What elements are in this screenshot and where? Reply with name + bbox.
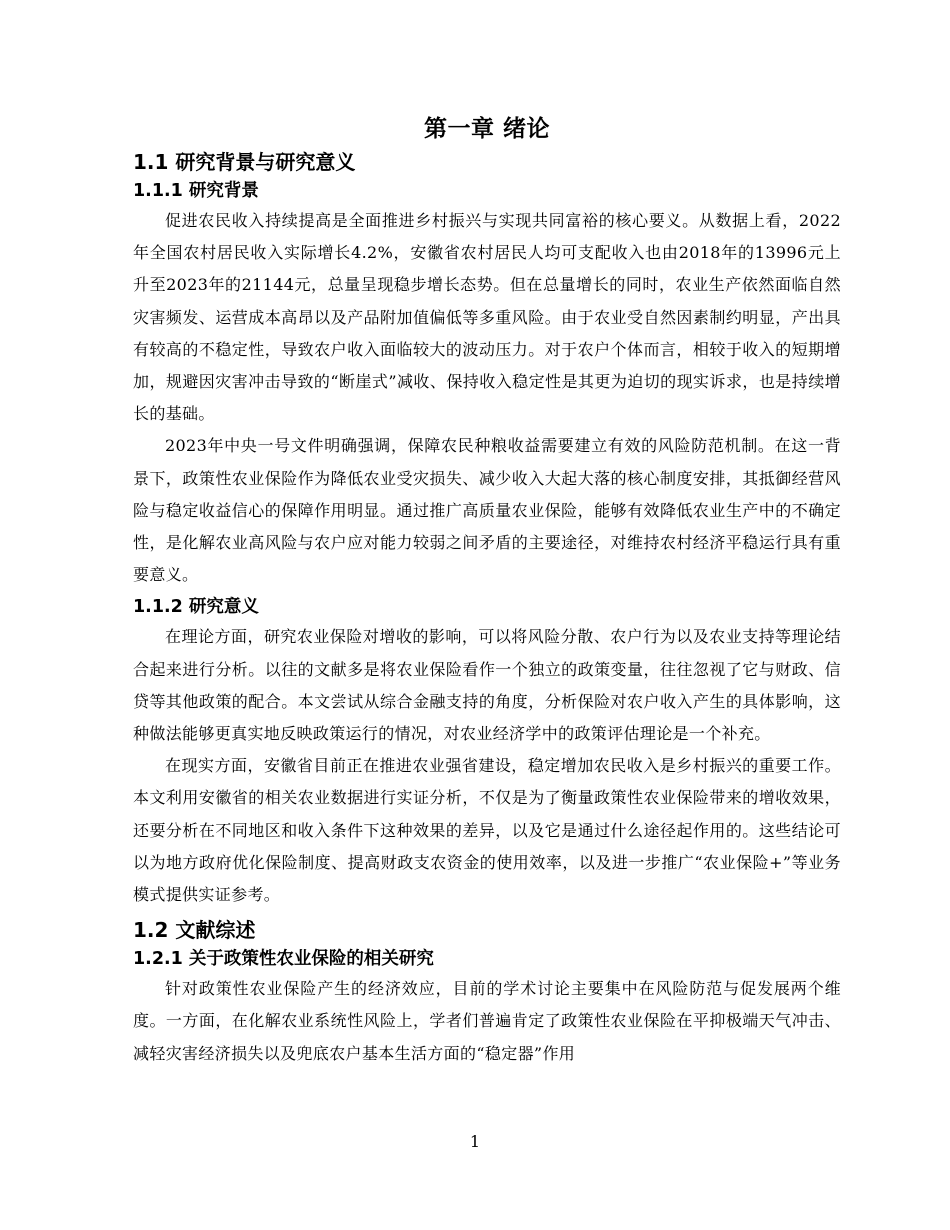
paragraph-significance-1: 在理论方面，研究农业保险对增收的影响，可以将风险分散、农户行为以及农业支持等理论结合起来进行分析。以往的文献多是将农业保险看作一个独立的政策变量，往往忽视了它与财政、信贷等其他政策的配合。本文尝试从综合金融支持的角度，分析保险对农户收入产生的具体影响，这种做法能够更真实地反映政策运行的情况，对农业经济学中的政策评估理论是一个补充。 — [133, 627, 841, 744]
paragraph-literature-1: 针对政策性农业保险产生的经济效应，目前的学术讨论主要集中在风险防范与促发展两个维度。一方面，在化解农业系统性风险上，学者们普遍肯定了政策性农业保险在平抑极端天气冲击、减轻灾害经济损失以及兜底农户基本生活方面的“稳定器”作用 — [133, 979, 841, 1063]
subsection-heading-1-1-2: 1.1.2 研究意义 — [133, 597, 259, 618]
section-heading-1-2: 1.2 文献综述 — [133, 918, 256, 943]
paragraph-background-1: 促进农民收入持续提高是全面推进乡村振兴与实现共同富裕的核心要义。从数据上看，2022年全国农村居民收入实际增长4.2%，安徽省农村居民人均可支配收入也由2018年的13996元上升至2023年的21144元，总量呈现稳步增长态势。但在总量增长的同时，农业生产依然面临自然灾害频发、运营成本高昂以及产品附加值偏低等多重风险。由于农业受自然因素制约明显，产出具有较高的不稳定性，导致农户收入面临较大的波动压力。对于农户个体而言，相较于收入的短期增加，规避因灾害冲击导致的“断崖式”减收、保持收入稳定性是其更为迫切的现实诉求，也是持续增长的基础。 — [133, 211, 841, 424]
section-heading-1-1: 1.1 研究背景与研究意义 — [133, 150, 356, 174]
paragraph-background-2: 2023年中央一号文件明确强调，保障农民种粮收益需要建立有效的风险防范机制。在这一背景下，政策性农业保险作为降低农业受灾损失、减少收入大起大落的核心制度安排，其抵御经营风险与稳定收益信心的保障作用明显。通过推广高质量农业保险，能够有效降低农业生产中的不确定性，是化解农业高风险与农户应对能力较弱之间矛盾的主要途径，对维持农村经济平稳运行具有重要意义。 — [133, 436, 841, 585]
page-content — [133, 113, 841, 1070]
chapter-title: 第一章 绪论 — [423, 116, 550, 142]
subsection-heading-1-2-1: 1.2.1 关于政策性农业保险的相关研究 — [133, 949, 434, 970]
subsection-heading-1-1-1: 1.1.1 研究背景 — [133, 181, 259, 201]
page-number: 1 — [469, 1132, 481, 1151]
paragraph-significance-2: 在现实方面，安徽省目前正在推进农业强省建设，稳定增加农民收入是乡村振兴的重要工作。本文利用安徽省的相关农业数据进行实证分析，不仅是为了衡量政策性农业保险带来的增收效果，还要分析在不同地区和收入条件下这种效果的差异，以及它是通过什么途径起作用的。这些结论可以为地方政府优化保险制度、提高财政支农资金的使用效率，以及进一步推广“农业保险+”等业务模式提供实证参考。 — [133, 756, 841, 905]
